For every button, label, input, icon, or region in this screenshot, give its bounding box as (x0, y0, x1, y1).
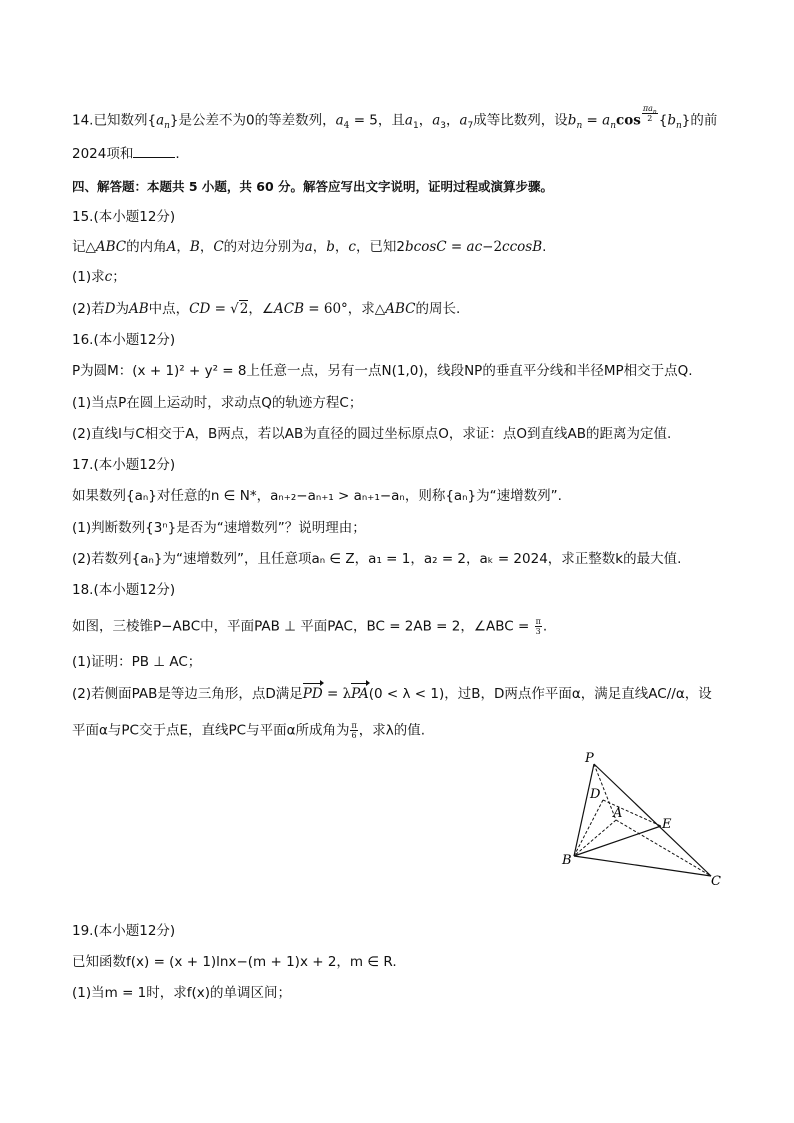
pyramid-figure (548, 748, 738, 893)
q18-part2-line1 (72, 685, 712, 703)
q18-part1: (1)证明：PB ⊥ AC； (72, 654, 202, 670)
q14-fraction: $\frac{\pi a_n}{2}$ (642, 104, 657, 123)
q15-stem-h: −2 (482, 239, 503, 255)
vector-pd: PD (302, 686, 323, 702)
q18-stem-frac-num: π (535, 617, 541, 626)
q18-stem-frac-den: 3 (535, 627, 541, 636)
q15-p2-c: 中点， (148, 301, 190, 317)
q18-p2-c: (0 < λ < 1)，过B，D两点作平面α，满足直线AC//α，设 (368, 686, 712, 702)
q17-part1: (1)判断数列{3ⁿ}是否为“速增数列”？说明理由； (72, 520, 366, 536)
q14-line2 (72, 145, 180, 163)
q14-frac-num: πa (642, 104, 653, 113)
q15-p2-i: = 60°，求△ (303, 301, 386, 317)
q15-stem-a: 记△ (72, 239, 96, 255)
q18-p2-a: (2)若侧面PAB是等边三角形，点D满足 (72, 686, 303, 702)
q18-p3-frac-num: π (351, 721, 357, 730)
edge-bc (574, 856, 711, 876)
q17-header: 17.(本小题12分) (72, 457, 176, 473)
q14-text-c: 成等比数列，设 (473, 112, 568, 129)
q14-bn-eq: = (582, 112, 603, 129)
q18-stem-a: 如图，三棱锥P−ABC中，平面PAB ⊥ 平面PAC，BC = 2AB = 2，∠ABC = (72, 618, 534, 635)
q15-part2: (2)若D为AB中点，CD = √2，∠ACB = 60°，求△ABC的周长. (72, 301, 461, 317)
label-e: E (662, 817, 672, 832)
q15-stem-b: 的内角 (126, 239, 167, 255)
q15-p2-b: 为 (115, 301, 129, 317)
q15-stem: 记△ABC的内角A，B，C的对边分别为a，b，c，已知2bcosC = ac−2ccosB. (72, 239, 547, 255)
q18-p3-b: ，求λ的值. (358, 722, 426, 739)
q19-stem: 已知函数f(x) = (x + 1)lnx−(m + 1)x + 2，m ∈ R. (72, 954, 397, 970)
q15-stem-e: bcosC (405, 239, 447, 255)
q15-stem-g: ac (466, 239, 483, 255)
edge-pc (594, 764, 711, 876)
q14-sub-n: n (164, 121, 170, 132)
q16-stem: P为圆M：(x + 1)² + y² = 8上任意一点，另有一点N(1,0)，线段NP的垂直平分线和半径MP相交于点Q. (72, 363, 693, 379)
q15-p2-k: 的周长. (415, 301, 461, 317)
answer-blank[interactable] (133, 145, 175, 158)
q18-p3-fraction (350, 721, 357, 740)
q16-header: 16.(本小题12分) (72, 332, 176, 348)
q14-cos: cos (616, 112, 641, 129)
q18-p3-a: 平面α与PC交于点E，直线PC与平面α所成角为 (72, 722, 350, 739)
label-d: D (590, 787, 601, 802)
q18-stem-b: . (542, 618, 548, 635)
q18-stem-fraction (535, 617, 542, 636)
q15-stem-i: ccosB (502, 239, 543, 255)
q14-text-b: }是公差不为0的等差数列， (169, 112, 336, 129)
q15-p2-d: CD (189, 301, 211, 317)
q14-a4: a (335, 112, 344, 129)
q19-header: 19.(本小题12分) (72, 923, 176, 939)
edge-pb (574, 764, 594, 856)
q16-part2: (2)直线l与C相交于A，B两点，若以AB为直径的圆过坐标原点O，求证：点O到直线AB的距离为定值. (72, 426, 672, 442)
q14-line1: 14.已知数列$\{a_n\}$是公差不为0的等差数列，$a_4 = 5$，且$a_1$，$a_3$，$a_7$成等比数列，设$b_n = a_n\cos$ $\frac{\pi a_n}{2}$ $\{b_n\}$的前 (72, 104, 718, 132)
edge-de (603, 800, 661, 826)
q18-stem (72, 617, 547, 636)
label-b: B (562, 853, 572, 868)
q18-p2-b: = λ (322, 686, 352, 702)
section-4-heading: 四、解答题：本题共 5 小题，共 60 分。解答应写出文字说明，证明过程或演算步骤。 (72, 179, 554, 194)
q15-part1: (1)求c； (72, 269, 126, 285)
q15-p2-j: ABC (385, 301, 416, 317)
q15-p2-g: ，∠ (248, 301, 274, 317)
q15-stem-j: . (542, 239, 547, 255)
q14-an: a (156, 112, 165, 129)
q15-stem-d: ，已知2 (355, 239, 406, 255)
vector-pa: PA (351, 686, 369, 702)
q15-stem-c: 的对边分别为 (223, 239, 305, 255)
q14-a1: a (404, 112, 413, 129)
q15-p2-f: 2 (239, 301, 249, 317)
q14-text-d: 的前 (690, 112, 718, 129)
q16-part1: (1)当点P在圆上运动时，求动点Q的轨迹方程C； (72, 395, 363, 411)
q17-part2: (2)若数列{aₙ}为“速增数列”，且任意项aₙ ∈ Z，a₁ = 1，a₂ = 2，aₖ = 2024，求正整数k的最大值. (72, 551, 682, 567)
q15-p2-h: ACB (273, 301, 304, 317)
q14-a4-eq: = 5，且 (349, 112, 405, 129)
q14-bn: b (567, 112, 577, 129)
q17-stem: 如果数列{aₙ}对任意的n ∈ N*，aₙ₊₂−aₙ₊₁ > aₙ₊₁−aₙ，则称{aₙ}为“速增数列”. (72, 488, 562, 504)
q18-header: 18.(本小题12分) (72, 582, 176, 598)
edge-be (574, 826, 661, 856)
q15-p2-e: = √ (210, 301, 239, 317)
q15-header: 15.(本小题12分) (72, 209, 176, 225)
label-c: C (711, 874, 721, 889)
q14-frac-den: 2 (647, 114, 653, 123)
q15-p2-a: (2)若 (72, 301, 105, 317)
q18-p3-frac-den: 6 (351, 731, 357, 740)
q14-line2-end: . (175, 146, 180, 162)
q14-line2-text: 2024项和 (72, 146, 134, 162)
label-a: A (613, 806, 623, 821)
q15-stem-f: = (446, 239, 467, 255)
q19-part1: (1)当m = 1时，求f(x)的单调区间； (72, 985, 292, 1001)
q14-text-a: 14.已知数列{ (72, 112, 157, 129)
label-p: P (585, 751, 594, 766)
q18-part2-line2 (72, 721, 425, 740)
q14-sub-4: 4 (343, 121, 350, 132)
